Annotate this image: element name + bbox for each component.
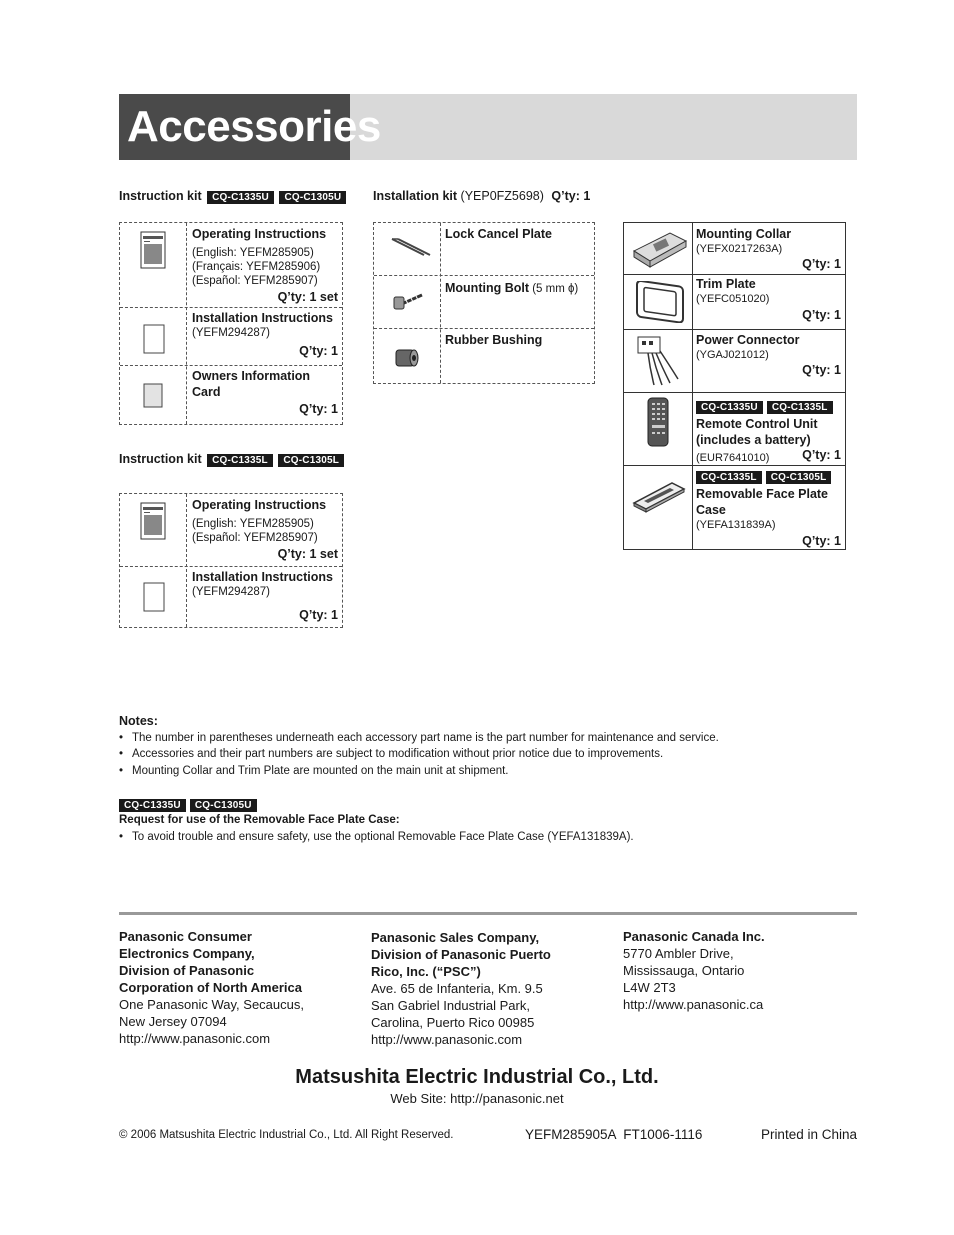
installation-kit-label: Installation kit [373,189,458,203]
list-item [445,279,578,297]
model-tag: CQ-C1335L [696,471,762,484]
card-icon [143,383,163,413]
item-name: Lock Cancel Plate [445,227,552,241]
address-line: San Gabriel Industrial Park, [371,998,530,1013]
item-name: Power Connector [696,333,800,347]
item-name: Installation Instructions [192,311,333,325]
list-item [192,569,340,599]
document-code: YEFM285905A FT1006-1116 [525,1127,703,1142]
quantity: Q’ty: 1 [802,308,841,322]
address-block [623,928,853,1013]
item-name: Operating Instructions [192,227,327,241]
note-item: • Mounting Collar and Trim Plate are mounted on the main unit at shipment. [119,763,819,780]
request-section [119,812,819,845]
address-line: http://www.panasonic.ca [623,997,764,1012]
model-tag: CQ-C1305L [278,454,344,467]
company-name: Panasonic Canada Inc. [623,929,765,944]
item-name: Remote Control Unit (includes a battery) [696,417,818,447]
address-line: Carolina, Puerto Rico 00985 [371,1015,535,1030]
table-row [696,469,842,532]
booklet-icon [140,231,166,274]
lock-cancel-plate-icon [388,235,432,266]
address-line: Mississauga, Ontario [623,963,745,978]
company-name: Division of Panasonic Puerto [371,947,551,962]
printed-in: Printed in China [760,1127,857,1142]
installation-kit-box [373,222,595,384]
address-block [371,929,601,1048]
item-name: Rubber Bushing [445,333,543,347]
model-tag: CQ-C1305U [279,191,346,204]
quantity: Q’ty: 1 [299,608,338,622]
list-item [192,310,340,340]
part-number: (YEP0FZ5698) [460,189,544,203]
quantity: Q’ty: 1 [802,363,841,377]
table-row [696,276,842,306]
instruction-kit-u-header [119,189,346,204]
address-line: New Jersey 07094 [119,1014,227,1029]
item-name: Mounting Collar [696,227,792,241]
company-name: Panasonic Sales Company, [371,930,540,945]
parts-table [623,222,846,550]
website: Web Site: http://panasonic.net [390,1091,564,1106]
power-connector-icon [634,333,686,394]
part-number: (YEFM294287) [192,327,270,339]
model-tag: CQ-C1305L [766,471,832,484]
address-line: L4W 2T3 [623,980,676,995]
note-item: • The number in parentheses underneath each accessory part name is the part number for maintenance and service. [119,730,819,747]
model-tag: CQ-C1305U [190,799,257,812]
quantity: Q’ty: 1 [299,344,338,358]
booklet-icon [140,502,166,545]
company-name: Rico, Inc. (“PSC”) [371,964,481,979]
copyright: © 2006 Matsushita Electric Industrial Co., Ltd. All Right Reserved. [119,1129,454,1141]
face-plate-case-icon [630,479,686,518]
list-item [192,497,340,545]
part-number: (YEFC051020) [696,293,770,305]
part-number: (Español: YEFM285907) [192,532,318,544]
bolt-icon [392,289,424,320]
instruction-kit-label: Instruction kit [119,189,202,203]
sheet-icon [143,582,165,617]
model-tag: CQ-C1335U [119,799,186,812]
quantity: Q’ty: 1 [802,448,841,462]
address-line: Ave. 65 de Infanteria, Km. 9.5 [371,981,543,996]
item-name: Installation Instructions [192,570,333,584]
quantity: Q’ty: 1 [802,257,841,271]
quantity: Q’ty: 1 [551,189,591,203]
part-number: (YGAJ021012) [696,349,769,361]
item-name: Operating Instructions [192,498,327,512]
part-number: (YEFA131839A) [696,519,776,531]
notes-section [119,713,819,779]
part-number: (English: YEFM285905) [192,518,314,530]
company-name: Division of Panasonic [119,963,255,978]
table-row [696,332,842,362]
mounting-collar-icon [630,229,688,274]
quantity: Q’ty: 1 set [277,290,338,304]
notes-heading: Notes: [119,714,158,728]
address-line: http://www.panasonic.com [119,1031,271,1046]
quantity: Q’ty: 1 set [277,547,338,561]
part-number: (EUR7641010) [696,452,770,464]
item-name: Trim Plate [696,277,756,291]
page-title: Accessories [119,94,350,160]
quantity: Q’ty: 1 [299,402,338,416]
part-number: (Español: YEFM285907) [192,275,318,287]
company-name: Electronics Company, [119,946,255,961]
address-line: 5770 Ambler Drive, [623,946,734,961]
company-name: Panasonic Consumer [119,929,252,944]
address-line: http://www.panasonic.com [371,1032,523,1047]
note-item: • Accessories and their part numbers are subject to modification without prior notice due to improvements. [119,746,819,763]
part-number: (English: YEFM285905) [192,247,314,259]
model-tag: CQ-C1335U [696,401,763,414]
request-heading: Request for use of the Removable Face Plate Case: [119,814,400,826]
item-name: Removable Face Plate Case [696,487,829,517]
list-item [192,368,332,400]
quantity: Q’ty: 1 [802,534,841,548]
instruction-kit-l-header [119,452,344,467]
bushing-icon [393,347,421,374]
model-tag: CQ-C1335L [207,454,273,467]
part-number: (YEFM294287) [192,586,270,598]
part-number: (Français: YEFM285906) [192,261,321,273]
divider [119,912,857,915]
request-tags [119,797,257,812]
trim-plate-icon [634,281,686,328]
instruction-kit-u-box [119,222,343,425]
corporation-name: Matsushita Electric Industrial Co., Ltd. [295,1066,659,1088]
list-item [192,226,340,288]
sheet-icon [143,324,165,359]
table-row [696,226,842,256]
item-size: (5 mm ϕ) [529,283,579,295]
instruction-kit-label: Instruction kit [119,452,202,466]
company-name: Corporation of North America [119,980,302,995]
item-name: Mounting Bolt [445,281,529,295]
address-line: One Panasonic Way, Secaucus, [119,997,304,1012]
model-tag: CQ-C1335U [207,191,274,204]
item-name: Owners Information Card [192,369,311,399]
note-item: • To avoid trouble and ensure safety, use the optional Removable Face Plate Case (YEFA131839A). [119,829,819,846]
remote-control-icon [646,397,670,452]
installation-kit-header [373,189,590,203]
address-block [119,928,349,1047]
part-number: (YEFX0217263A) [696,243,783,255]
model-tag: CQ-C1335L [767,401,833,414]
instruction-kit-l-box [119,493,343,628]
